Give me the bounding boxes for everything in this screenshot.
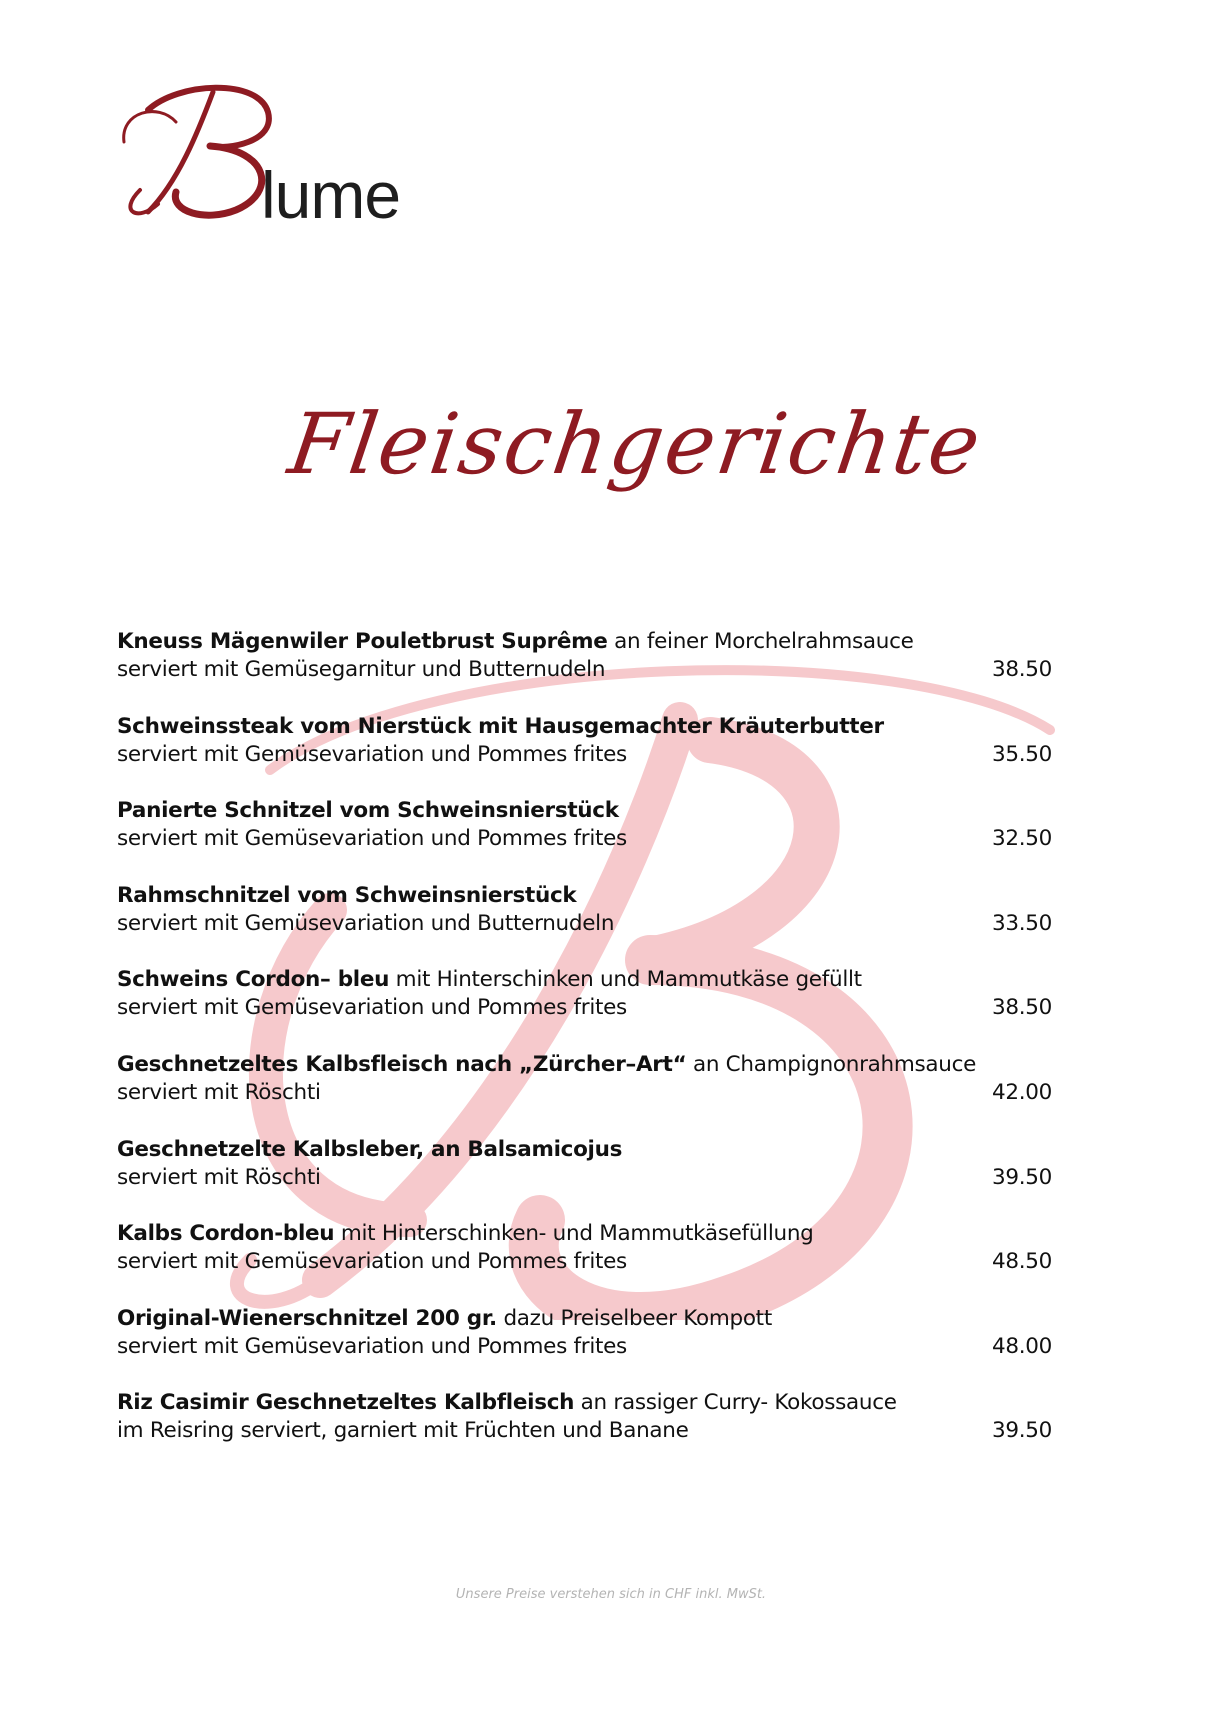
price-footnote: Unsere Preise verstehen sich in CHF inkl. MwSt.: [455, 1587, 767, 1602]
dish-name: Panierte Schnitzel vom Schweinsnierstück: [117, 798, 619, 824]
menu-item: [117, 628, 1052, 713]
dish-side: serviert mit Gemüsevariation und Pommes frites: [117, 1333, 627, 1359]
menu-item-title: [117, 1389, 1052, 1417]
dish-description: mit Hinterschinken- und Mammutkäsefüllung: [334, 1221, 814, 1247]
menu-item-title: [117, 966, 1052, 994]
menu-item: [117, 797, 1052, 882]
dish-price: 48.00: [991, 1333, 1052, 1359]
dish-price: 39.50: [991, 1164, 1052, 1190]
dish-name: Riz Casimir Geschnetzeltes Kalbfleisch: [117, 1390, 575, 1416]
menu-item: [117, 1220, 1052, 1305]
dish-side: im Reisring serviert, garniert mit Früchten und Banane: [117, 1418, 689, 1444]
dish-description: dazu Preiselbeer Kompott: [496, 1305, 772, 1331]
brand-logo: [118, 72, 438, 232]
menu-item: [117, 1389, 1052, 1474]
section-heading: Fleischgerichte: [283, 395, 988, 493]
dish-name: Original-Wienerschnitzel 200 gr.: [117, 1305, 497, 1331]
dish-name: Kneuss Mägenwiler Pouletbrust Suprême: [117, 629, 608, 654]
dish-name: Rahmschnitzel vom Schweinsnierstück: [117, 882, 577, 908]
dish-price: 32.50: [991, 826, 1052, 852]
menu-item-title: [117, 1220, 1052, 1248]
menu-item-title: [117, 713, 1052, 741]
dish-name: Schweinssteak vom Nierstück mit Hausgemachter Kräuterbutter: [117, 713, 884, 739]
menu-item-title: [117, 628, 1052, 656]
dish-side: serviert mit Gemüsevariation und Pommes frites: [117, 826, 627, 852]
menu-item: [117, 966, 1052, 1051]
dish-price: 38.50: [991, 657, 1052, 682]
menu-item-title: [117, 882, 1052, 910]
dish-name: Schweins Cordon– bleu: [117, 967, 390, 993]
dish-description: an feiner Morchelrahmsauce: [607, 629, 914, 654]
menu-item: [117, 1136, 1052, 1221]
dish-name: Geschnetzeltes Kalbsfleisch nach „Zürcher–Art“: [117, 1051, 687, 1077]
dish-price: 35.50: [991, 741, 1052, 767]
dish-description: an Champignonrahmsauce: [686, 1051, 977, 1077]
dish-price: 42.00: [991, 1079, 1052, 1105]
dish-side: serviert mit Gemüsevariation und Pommes frites: [117, 741, 627, 767]
dish-price: 39.50: [991, 1418, 1052, 1444]
brand-wordmark: lume: [261, 158, 401, 232]
menu-item: [117, 1051, 1052, 1136]
menu-list: [117, 628, 1052, 1474]
dish-price: 48.50: [991, 1249, 1052, 1275]
dish-price: 33.50: [991, 910, 1052, 936]
menu-item-title: [117, 797, 1052, 825]
dish-side: serviert mit Gemüsegarnitur und Butternudeln: [117, 657, 606, 682]
menu-item-title: [117, 1051, 1052, 1079]
dish-name: Geschnetzelte Kalbsleber, an Balsamicojus: [117, 1136, 623, 1162]
dish-name: Kalbs Cordon-bleu: [117, 1221, 335, 1247]
dish-price: 38.50: [991, 995, 1052, 1021]
dish-side: serviert mit Röschti: [117, 1079, 321, 1105]
dish-description: an rassiger Curry- Kokossauce: [574, 1390, 897, 1416]
dish-description: mit Hinterschinken und Mammutkäse gefüllt: [389, 967, 862, 993]
menu-item: [117, 713, 1052, 798]
dish-side: serviert mit Gemüsevariation und Butternudeln: [117, 910, 615, 936]
menu-item: [117, 1305, 1052, 1390]
menu-item: [117, 882, 1052, 967]
dish-side: serviert mit Gemüsevariation und Pommes frites: [117, 1249, 627, 1275]
menu-item-title: [117, 1136, 1052, 1164]
section-heading-wrap: [283, 395, 988, 565]
dish-side: serviert mit Gemüsevariation und Pommes frites: [117, 995, 627, 1021]
dish-side: serviert mit Röschti: [117, 1164, 321, 1190]
menu-item-title: [117, 1305, 1052, 1333]
